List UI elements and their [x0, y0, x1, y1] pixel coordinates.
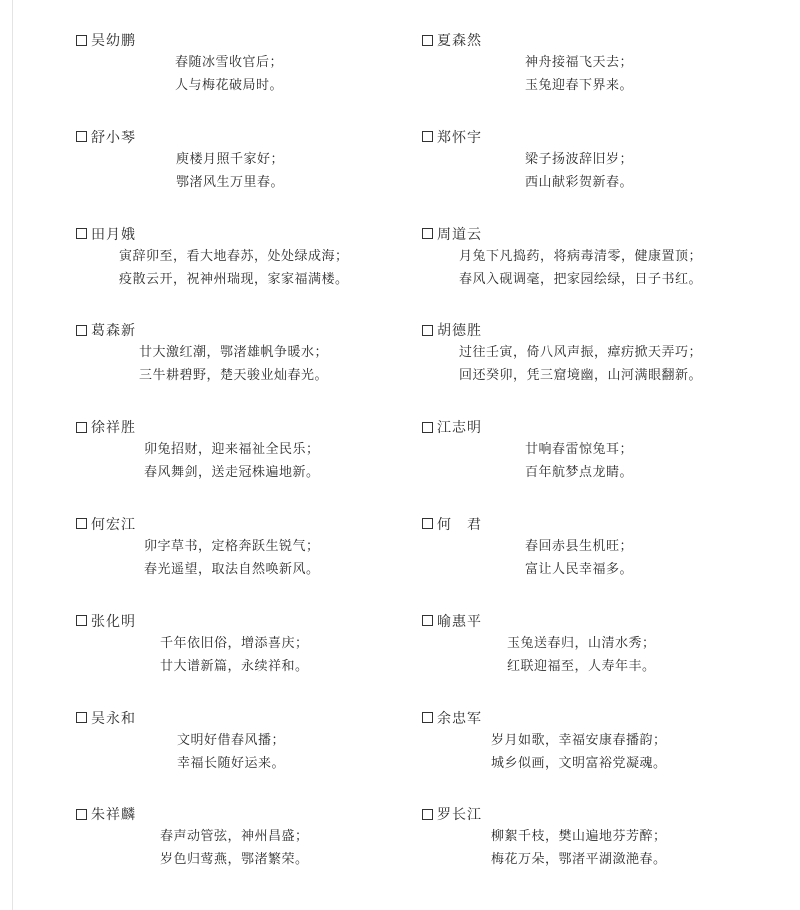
- couplet-entry: [422, 417, 762, 514]
- author-name: 罗长江: [437, 807, 482, 824]
- lower-couplet-line: 富让人民幸福多。: [525, 561, 634, 577]
- upper-couplet-line: 春随冰雪收官后；: [175, 55, 284, 70]
- couplet-lines: [422, 729, 762, 775]
- lower-couplet-line: 鄂渚风生万里春。: [176, 174, 285, 190]
- upper-couplet-line: 庾楼月照千家好；: [176, 151, 285, 167]
- lower-couplet-line: 幸福长随好运来。: [177, 755, 286, 771]
- couplet-entry: [76, 127, 416, 224]
- couplet-entry: [422, 514, 762, 611]
- author-name: 舒小琴: [91, 129, 136, 146]
- couplet-lines: [422, 245, 762, 291]
- author-name: 吴永和: [91, 710, 136, 727]
- author-row: [76, 611, 416, 631]
- lower-couplet-line: 春光遥望，取法自然唤新风。: [144, 561, 320, 577]
- couplet-entry: [76, 708, 416, 805]
- lower-couplet-line: 廿大谱新篇，永续祥和。: [160, 658, 309, 674]
- couplet-entry: [76, 30, 416, 127]
- checkbox-icon: [76, 35, 87, 46]
- author-row: [422, 611, 762, 631]
- checkbox-icon: [76, 131, 87, 142]
- couplet-lines: [422, 632, 762, 678]
- lower-couplet-line: 西山献彩贺新春。: [525, 174, 634, 190]
- checkbox-icon: [422, 35, 433, 46]
- couplet-lines: [76, 245, 416, 291]
- checkbox-icon: [76, 422, 87, 433]
- lower-couplet-line: 疫散云开，祝神州瑞现，家家福满楼。: [119, 271, 349, 287]
- lower-couplet-line: 三牛耕碧野，楚天骏业灿春光。: [139, 368, 329, 384]
- lower-couplet-line: 百年航梦点龙睛。: [525, 465, 634, 481]
- author-name: 喻惠平: [437, 613, 482, 630]
- upper-couplet-line: 千年依旧俗，增添喜庆；: [160, 635, 309, 651]
- author-name: 张化明: [91, 613, 136, 630]
- author-name: 江志明: [437, 420, 482, 437]
- couplet-entry: [422, 224, 762, 321]
- checkbox-icon: [422, 518, 433, 529]
- author-row: [76, 30, 416, 50]
- couplet-entry: [422, 127, 762, 224]
- couplet-entry: [422, 30, 762, 127]
- upper-couplet-line: 过往壬寅，倚八风声振，瘴疠掀天弄巧；: [459, 345, 703, 361]
- lower-couplet-line: 回还癸卯，凭三窟境幽，山河满眼翻新。: [459, 368, 703, 384]
- checkbox-icon: [422, 809, 433, 820]
- checkbox-icon: [422, 615, 433, 626]
- couplet-lines: [76, 51, 416, 97]
- checkbox-icon: [76, 809, 87, 820]
- author-row: [422, 708, 762, 728]
- upper-couplet-line: 柳絮千枝，樊山遍地芬芳醉；: [491, 829, 667, 845]
- author-row: [76, 514, 416, 534]
- couplet-lines: [422, 535, 762, 581]
- author-name: 朱祥麟: [91, 807, 136, 824]
- checkbox-icon: [76, 325, 87, 336]
- page-edge-line: [12, 0, 13, 910]
- author-name: 吴幼鹏: [91, 33, 136, 49]
- author-row: [422, 127, 762, 147]
- couplet-entry: [422, 611, 762, 708]
- upper-couplet-line: 廿响春雷惊兔耳；: [525, 442, 634, 458]
- upper-couplet-line: 玉兔送春归，山清水秀；: [507, 635, 656, 651]
- couplet-lines: [76, 729, 416, 775]
- checkbox-icon: [422, 712, 433, 723]
- couplet-entry: [76, 514, 416, 611]
- author-name: 何 君: [437, 516, 482, 533]
- couplet-lines: [76, 535, 416, 581]
- couplet-entry: [76, 224, 416, 321]
- author-name: 田月娥: [91, 226, 136, 243]
- couplet-entry: [422, 804, 762, 901]
- checkbox-icon: [76, 615, 87, 626]
- author-row: [76, 127, 416, 147]
- couplet-entry: [76, 611, 416, 708]
- author-row: [76, 224, 416, 244]
- upper-couplet-line: 廿大激红潮，鄂渚雄帆争暖水；: [139, 345, 329, 361]
- upper-couplet-line: 春声动管弦，神州昌盛；: [160, 829, 309, 845]
- author-name: 徐祥胜: [91, 420, 136, 437]
- lower-couplet-line: 春风舞剑，送走冠株遍地新。: [144, 465, 320, 481]
- couplet-entry: [422, 320, 762, 417]
- author-row: [422, 514, 762, 534]
- author-row: [76, 708, 416, 728]
- lower-couplet-line: 岁色归莺燕，鄂渚繁荣。: [160, 852, 309, 868]
- checkbox-icon: [422, 325, 433, 336]
- author-row: [422, 224, 762, 244]
- lower-couplet-line: 红联迎福至，人寿年丰。: [507, 658, 656, 674]
- author-name: 夏森然: [437, 33, 482, 49]
- couplet-lines: [422, 51, 762, 97]
- upper-couplet-line: 岁月如歌，幸福安康春播韵；: [491, 732, 667, 748]
- lower-couplet-line: 人与梅花破局时。: [175, 78, 284, 93]
- upper-couplet-line: 春回赤县生机旺；: [525, 538, 634, 554]
- author-row: [422, 804, 762, 824]
- couplet-entry: [76, 417, 416, 514]
- couplet-lines: [76, 148, 416, 194]
- couplet-entry: [76, 320, 416, 417]
- couplet-lines: [76, 438, 416, 484]
- author-name: 胡德胜: [437, 323, 482, 340]
- lower-couplet-line: 城乡似画，文明富裕党凝魂。: [491, 755, 667, 771]
- upper-couplet-line: 神舟接福飞天去；: [525, 55, 634, 70]
- couplet-lines: [422, 825, 762, 871]
- author-name: 周道云: [437, 226, 482, 243]
- author-name: 郑怀宇: [437, 129, 482, 146]
- author-name: 余忠军: [437, 710, 482, 727]
- couplet-entry: [76, 804, 416, 901]
- couplet-lines: [76, 632, 416, 678]
- lower-couplet-line: 春风入砚调毫，把家园绘绿，日子书红。: [459, 271, 703, 287]
- checkbox-icon: [76, 228, 87, 239]
- author-row: [76, 320, 416, 340]
- lower-couplet-line: 玉兔迎春下界来。: [525, 78, 634, 93]
- checkbox-icon: [422, 422, 433, 433]
- couplet-lines: [422, 438, 762, 484]
- author-row: [422, 320, 762, 340]
- upper-couplet-line: 月兔下凡捣药，将病毒清零，健康置顶；: [459, 248, 703, 264]
- author-name: 葛森新: [91, 323, 136, 340]
- author-row: [76, 417, 416, 437]
- upper-couplet-line: 寅辞卯至，看大地春苏，处处绿成海；: [119, 248, 349, 264]
- checkbox-icon: [422, 131, 433, 142]
- couplet-lines: [422, 148, 762, 194]
- upper-couplet-line: 卯字草书，定格奔跃生锐气；: [144, 538, 320, 554]
- left-column: [76, 30, 416, 901]
- upper-couplet-line: 文明好借春风播；: [177, 732, 286, 748]
- lower-couplet-line: 梅花万朵，鄂渚平湖潋滟春。: [491, 852, 667, 868]
- upper-couplet-line: 梁子扬波辞旧岁；: [525, 151, 634, 167]
- upper-couplet-line: 卯兔招财，迎来福祉全民乐；: [144, 442, 320, 458]
- author-row: [422, 417, 762, 437]
- couplet-lines: [76, 825, 416, 871]
- author-row: [422, 30, 762, 50]
- author-name: 何宏江: [91, 516, 136, 533]
- right-column: [422, 30, 762, 901]
- author-row: [76, 804, 416, 824]
- couplet-lines: [422, 341, 762, 387]
- checkbox-icon: [76, 518, 87, 529]
- checkbox-icon: [422, 228, 433, 239]
- checkbox-icon: [76, 712, 87, 723]
- couplet-entry: [422, 708, 762, 805]
- couplet-lines: [76, 341, 416, 387]
